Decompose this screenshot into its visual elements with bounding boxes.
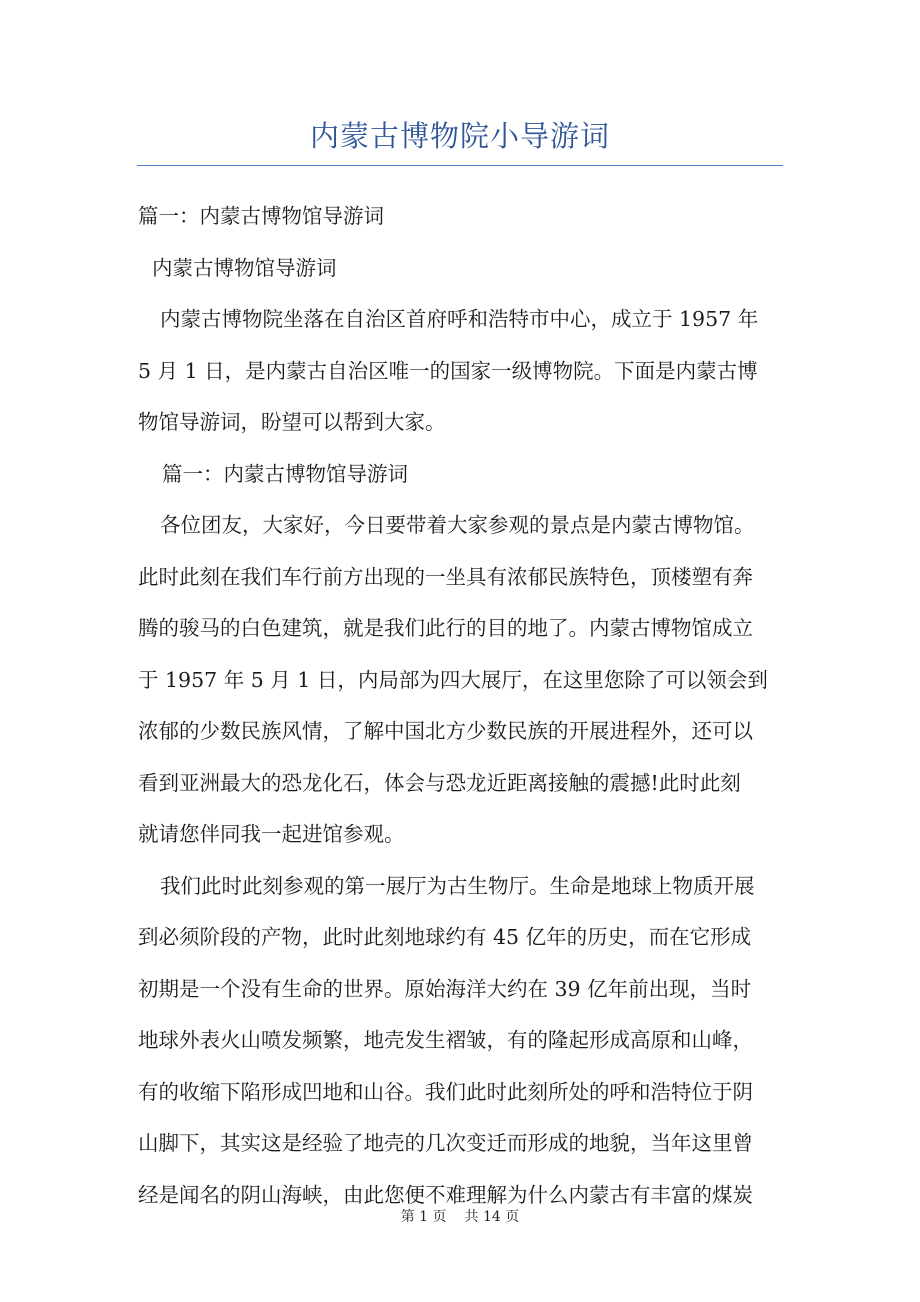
- paragraph-line: 我们此时此刻参观的第一展厅为古生物厅。生命是地球上物质开展: [160, 873, 755, 898]
- document-body: [138, 198, 788, 1228]
- page-number: 第 1 页: [400, 1209, 447, 1225]
- paragraph-line: 浓郁的少数民族风情，了解中国北方少数民族的开展进程外，还可以: [138, 719, 753, 743]
- paragraph-line: 腾的骏马的白色建筑，就是我们此行的目的地了。内蒙古博物馆成立: [138, 616, 753, 640]
- section-heading-repeat: 篇一：内蒙古博物馆导游词: [162, 461, 408, 486]
- page-footer: [0, 1208, 920, 1226]
- paragraph-line: 到必须阶段的产物，此时此刻地球约有 45 亿年的历史，而在它形成: [138, 925, 752, 949]
- paragraph-line: 看到亚洲最大的恐龙化石，体会与恐龙近距离接触的震撼!此时此刻: [138, 770, 741, 795]
- paragraph-line: 就请您伴同我一起进馆参观。: [138, 822, 405, 846]
- title-underline: [137, 165, 783, 166]
- paragraph-line: 各位团友，大家好，今日要带着大家参观的景点是内蒙古博物馆。: [160, 513, 755, 537]
- subheading: 内蒙古博物馆导游词: [152, 255, 337, 280]
- paragraph-line: 初期是一个没有生命的世界。原始海洋大约在 39 亿年前出现，当时: [138, 976, 752, 1001]
- paragraph-line: 于 1957 年 5 月 1 日，内局部为四大展厅，在这里您除了可以领会到: [138, 667, 768, 692]
- intro-line: 内蒙古博物院坐落在自治区首府呼和浩特市中心，成立于 1957 年: [160, 307, 759, 331]
- intro-line: 5 月 1 日，是内蒙古自治区唯一的国家一级博物院。下面是内蒙古博: [138, 358, 758, 383]
- section-heading: 篇一：内蒙古博物馆导游词: [138, 204, 384, 228]
- paragraph-line: 有的收缩下陷形成凹地和山谷。我们此时此刻所处的呼和浩特位于阴: [138, 1079, 753, 1104]
- document-title: 内蒙古博物院小导游词: [309, 119, 610, 153]
- paragraph-line: 地球外表火山喷发频繁，地壳发生褶皱，有的隆起形成高原和山峰，: [138, 1028, 753, 1052]
- paragraph-line: 山脚下，其实这是经验了地壳的几次变迁而形成的地貌，当年这里曾: [138, 1131, 753, 1155]
- intro-line: 物馆导游词，盼望可以帮到大家。: [138, 410, 446, 434]
- page-total: 共 14 页: [464, 1209, 520, 1225]
- paragraph-line: 经是闻名的阴山海峡，由此您便不难理解为什么内蒙古有丰富的煤炭: [138, 1182, 753, 1207]
- paragraph-line: 此时此刻在我们车行前方出现的一坐具有浓郁民族特色，顶楼塑有奔: [138, 564, 753, 589]
